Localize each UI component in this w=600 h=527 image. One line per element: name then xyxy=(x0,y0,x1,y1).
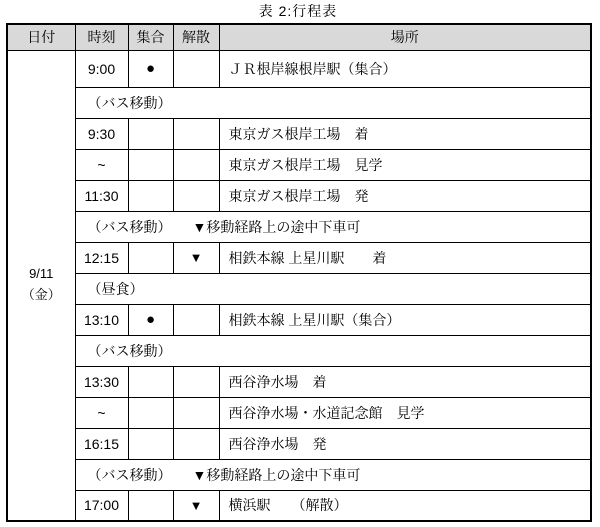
time-cell: 13:30 xyxy=(75,366,128,397)
place-cell: 西谷浄水場 発 xyxy=(219,428,591,459)
table-title: 表 2:行程表 xyxy=(258,3,338,19)
span-note-cell: （バス移動） ▼移動経路上の途中下車可 xyxy=(75,211,591,242)
time-cell: 9:00 xyxy=(75,50,128,87)
dismiss-cell xyxy=(173,50,219,87)
dismiss-cell xyxy=(173,180,219,211)
dismiss-cell xyxy=(173,118,219,149)
span-note-cell: （バス移動） xyxy=(75,335,591,366)
table-row xyxy=(7,459,591,490)
place-cell: 横浜駅 （解散） xyxy=(219,490,591,521)
table-row xyxy=(7,50,591,87)
time-cell: 9:30 xyxy=(75,118,128,149)
gather-cell xyxy=(128,149,173,180)
gather-cell xyxy=(128,428,173,459)
date-cell xyxy=(7,50,75,521)
date-weekday: （金） xyxy=(21,287,61,303)
gather-cell xyxy=(128,366,173,397)
place-cell: 東京ガス根岸工場 見学 xyxy=(219,149,591,180)
time-cell: 17:00 xyxy=(75,490,128,521)
time-cell: 16:15 xyxy=(75,428,128,459)
gather-cell xyxy=(128,242,173,273)
dismiss-cell xyxy=(173,149,219,180)
time-cell: ~ xyxy=(75,397,128,428)
dismiss-cell: ▼ xyxy=(173,242,219,273)
date-value: 9/11 xyxy=(29,266,54,282)
header-cell-dismiss: 解散 xyxy=(173,24,219,50)
table-row xyxy=(7,428,591,459)
itinerary-table xyxy=(6,23,592,522)
dismiss-cell xyxy=(173,304,219,335)
table-row xyxy=(7,87,591,118)
gather-cell: ● xyxy=(128,304,173,335)
dismiss-cell xyxy=(173,428,219,459)
table-row xyxy=(7,211,591,242)
dismiss-cell xyxy=(173,366,219,397)
table-row xyxy=(7,118,591,149)
dismiss-cell xyxy=(173,397,219,428)
time-cell: 13:10 xyxy=(75,304,128,335)
time-cell: ~ xyxy=(75,149,128,180)
place-cell: 相鉄本線 上星川駅（集合） xyxy=(219,304,591,335)
dismiss-cell: ▼ xyxy=(173,490,219,521)
gather-cell xyxy=(128,118,173,149)
table-body xyxy=(7,50,591,521)
span-note-cell: （バス移動） xyxy=(75,87,591,118)
place-cell: 西谷浄水場・水道記念館 見学 xyxy=(219,397,591,428)
header-cell-gather: 集合 xyxy=(128,24,173,50)
table-row xyxy=(7,366,591,397)
header-row xyxy=(7,24,591,50)
time-cell: 11:30 xyxy=(75,180,128,211)
table-row xyxy=(7,335,591,366)
span-note-cell: （バス移動） ▼移動経路上の途中下車可 xyxy=(75,459,591,490)
place-cell: ＪＲ根岸線根岸駅（集合） xyxy=(219,50,591,87)
span-note-cell: （昼食） xyxy=(75,273,591,304)
header-cell-place: 場所 xyxy=(219,24,591,50)
table-row xyxy=(7,490,591,521)
place-cell: 西谷浄水場 着 xyxy=(219,366,591,397)
gather-cell: ● xyxy=(128,50,173,87)
header-cell-time: 時刻 xyxy=(75,24,128,50)
gather-cell xyxy=(128,180,173,211)
table-row xyxy=(7,180,591,211)
place-cell: 相鉄本線 上星川駅 着 xyxy=(219,242,591,273)
table-row xyxy=(7,273,591,304)
table-row xyxy=(7,397,591,428)
gather-cell xyxy=(128,490,173,521)
table-row xyxy=(7,149,591,180)
place-cell: 東京ガス根岸工場 発 xyxy=(219,180,591,211)
gather-cell xyxy=(128,397,173,428)
table-row xyxy=(7,242,591,273)
place-cell: 東京ガス根岸工場 着 xyxy=(219,118,591,149)
table-row xyxy=(7,304,591,335)
header-cell-date: 日付 xyxy=(7,24,75,50)
time-cell: 12:15 xyxy=(75,242,128,273)
